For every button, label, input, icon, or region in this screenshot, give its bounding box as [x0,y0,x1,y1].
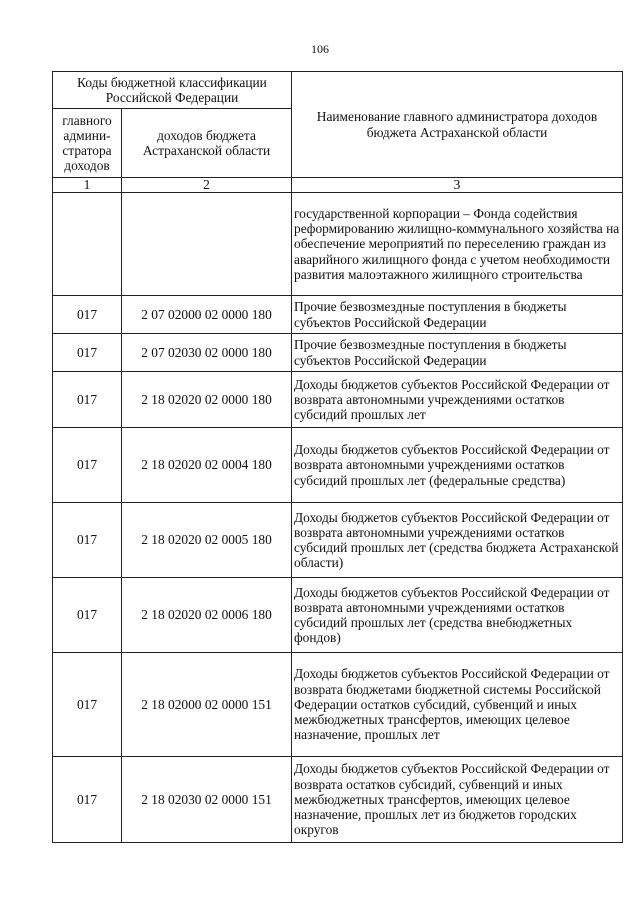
admin-code-cell: 017 [53,757,122,843]
income-name-cell: Доходы бюджетов субъектов Российской Федерации от возврата автономными учреждениями остатков субсидий прошлых лет (средства бюджета Астраханской области) [292,503,623,578]
page-number: 106 [311,42,329,56]
table-row [53,503,623,578]
table-row [53,193,623,296]
budget-code-cell: 2 18 02020 02 0000 180 [122,372,292,428]
table-row [53,653,623,757]
income-name-cell: Доходы бюджетов субъектов Российской Федерации от возврата бюджетами бюджетной системы Российской Федерации остатков субсидий, субвенций и иных межбюджетных трансфертов, имеющих целевое назначение, прошлых лет [292,653,623,757]
budget-code-cell: 2 18 02000 02 0000 151 [122,653,292,757]
budget-code-cell: 2 18 02020 02 0006 180 [122,578,292,653]
budget-code-cell: 2 07 02000 02 0000 180 [122,296,292,334]
column-number-1: 1 [53,178,122,193]
admin-code-cell: 017 [53,296,122,334]
income-name-cell: Прочие безвозмездные поступления в бюджеты субъектов Российской Федерации [292,334,623,372]
income-name-cell: Доходы бюджетов субъектов Российской Федерации от возврата автономными учреждениями остатков субсидий прошлых лет (федеральные средства) [292,428,623,503]
income-name-cell: Прочие безвозмездные поступления в бюджеты субъектов Российской Федерации [292,296,623,334]
table-row [53,578,623,653]
admin-code-cell: 017 [53,428,122,503]
header-admin-code: главного админи-стратора доходов [53,109,122,178]
table-row [53,757,623,843]
header-admin-name: Наименование главного администратора доходов бюджета Астраханской области [292,72,623,178]
budget-code-cell: 2 18 02020 02 0005 180 [122,503,292,578]
admin-code-cell: 017 [53,503,122,578]
table-row [53,334,623,372]
table-row [53,296,623,334]
header-codes-group: Коды бюджетной классификации Российской Федерации [53,72,292,109]
admin-code-cell: 017 [53,334,122,372]
column-number-2: 2 [122,178,292,193]
admin-code-cell: 017 [53,372,122,428]
table-row [53,428,623,503]
header-income-code: доходов бюджета Астраханской области [122,109,292,178]
table-row [53,372,623,428]
budget-classification-table [52,71,623,843]
admin-code-cell: 017 [53,653,122,757]
budget-code-cell: 2 07 02030 02 0000 180 [122,334,292,372]
admin-code-cell: 017 [53,578,122,653]
income-name-cell: Доходы бюджетов субъектов Российской Федерации от возврата автономными учреждениями остатков субсидий прошлых лет [292,372,623,428]
income-name-cell: Доходы бюджетов субъектов Российской Федерации от возврата остатков субсидий, субвенций и иных межбюджетных трансфертов, имеющих целевое назначение, прошлых лет из бюджетов городских округов [292,757,623,843]
income-name-cell: государственной корпорации – Фонда содействия реформированию жилищно-коммунального хозяйства на обеспечение мероприятий по переселению граждан из аварийного жилищного фонда с учетом необходимости развития малоэтажного жилищного строительства [292,193,623,296]
budget-code-cell: 2 18 02030 02 0000 151 [122,757,292,843]
column-number-3: 3 [292,178,623,193]
admin-code-cell [53,193,122,296]
budget-code-cell [122,193,292,296]
budget-code-cell: 2 18 02020 02 0004 180 [122,428,292,503]
income-name-cell: Доходы бюджетов субъектов Российской Федерации от возврата автономными учреждениями остатков субсидий прошлых лет (средства внебюджетных фондов) [292,578,623,653]
